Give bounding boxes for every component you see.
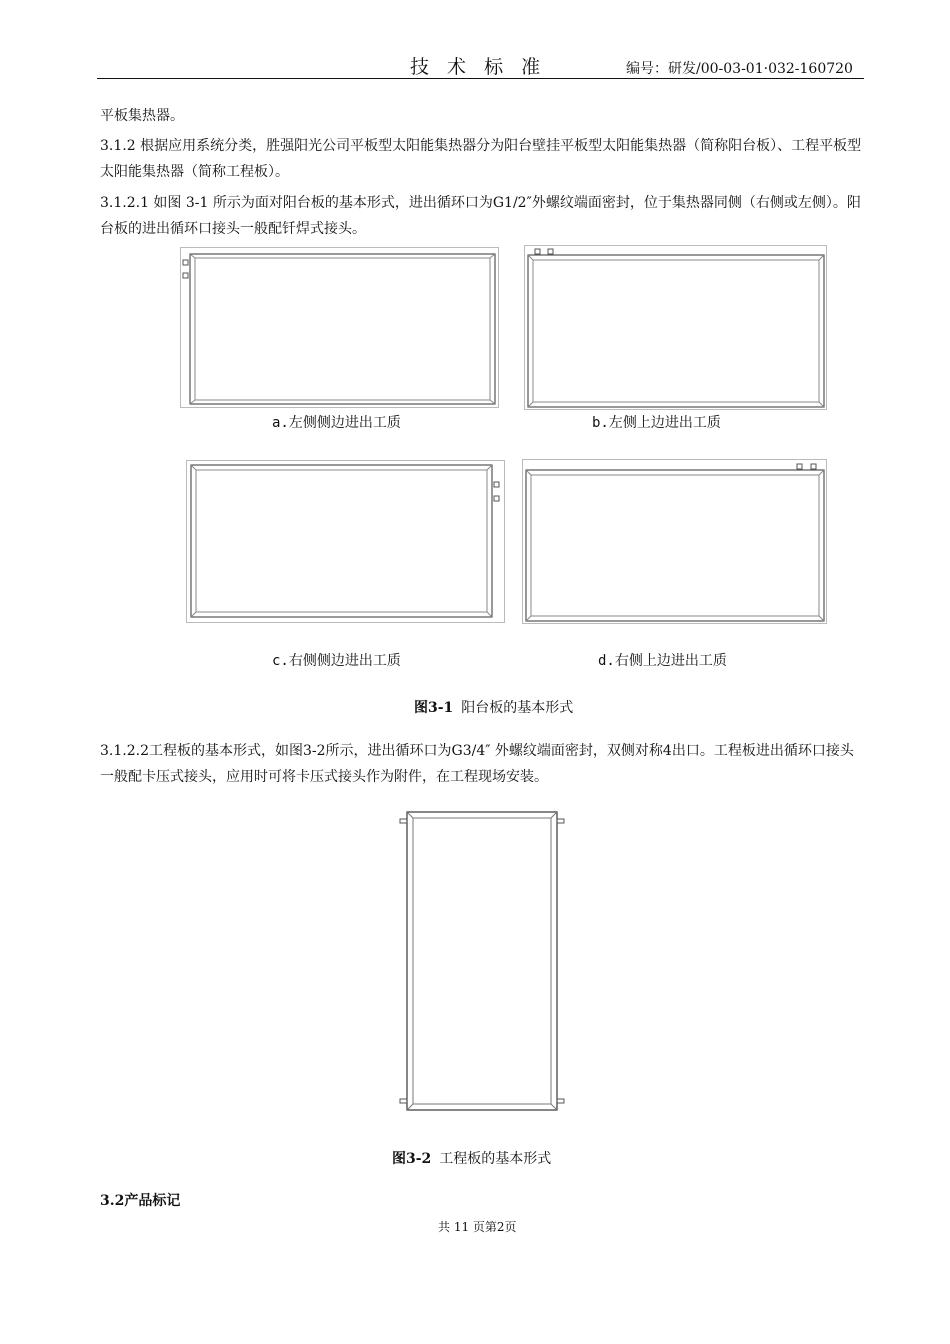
- caption-a: a.左侧侧边进出工质: [272, 415, 401, 431]
- engineering-panel-diagram: [397, 810, 567, 1112]
- paragraph-3-1-2-2: 3.1.2.2工程板的基本形式，如图3-2所示，进出循环口为G3/4″ 外螺纹端面密封，双侧对称4出口。工程板进出循环口接头一般配卡压式接头，应用时可将卡压式接头作为附件，在工程现场安装。: [100, 743, 854, 785]
- figure-3-1-text: 阳台板的基本形式: [461, 700, 574, 716]
- figure-3-2-label: 图3-2: [392, 1151, 432, 1167]
- figure-3-2-title: [392, 1148, 551, 1168]
- collector-diagram-b: [524, 245, 828, 411]
- document-code: 编号：研发/00-03-01·032-160720: [626, 61, 853, 77]
- header-title: 技 术 标 准: [410, 56, 547, 78]
- header-rule: [97, 78, 864, 79]
- page-footer: 共 11 页第2页: [438, 1220, 517, 1234]
- caption-b: b.左侧上边进出工质: [592, 415, 721, 431]
- section-heading-3-2: 3.2产品标记: [100, 1193, 181, 1209]
- collector-diagram-c: [186, 460, 506, 624]
- paragraph-3-1-2-1: 3.1.2.1 如图 3-1 所示为面对阳台板的基本形式，进出循环口为G1/2″外螺纹端面密封，位于集热器同侧（右侧或左侧）。阳台板的进出循环口接头一般配钎焊式接头。: [100, 195, 861, 237]
- caption-c: c.右侧侧边进出工质: [272, 653, 401, 669]
- figure-3-1-title: [414, 697, 573, 717]
- caption-d: d.右侧上边进出工质: [598, 653, 727, 669]
- collector-diagram-d: [522, 459, 828, 625]
- collector-diagram-a: [180, 247, 500, 409]
- paragraph-intro: 平板集热器。: [100, 108, 184, 124]
- figure-3-1-label: 图3-1: [414, 700, 454, 716]
- paragraph-3-1-2: 3.1.2 根据应用系统分类，胜强阳光公司平板型太阳能集热器分为阳台壁挂平板型太阳能集热器（简称阳台板）、工程平板型太阳能集热器（简称工程板）。: [100, 138, 862, 180]
- figure-3-2-text: 工程板的基本形式: [439, 1151, 552, 1167]
